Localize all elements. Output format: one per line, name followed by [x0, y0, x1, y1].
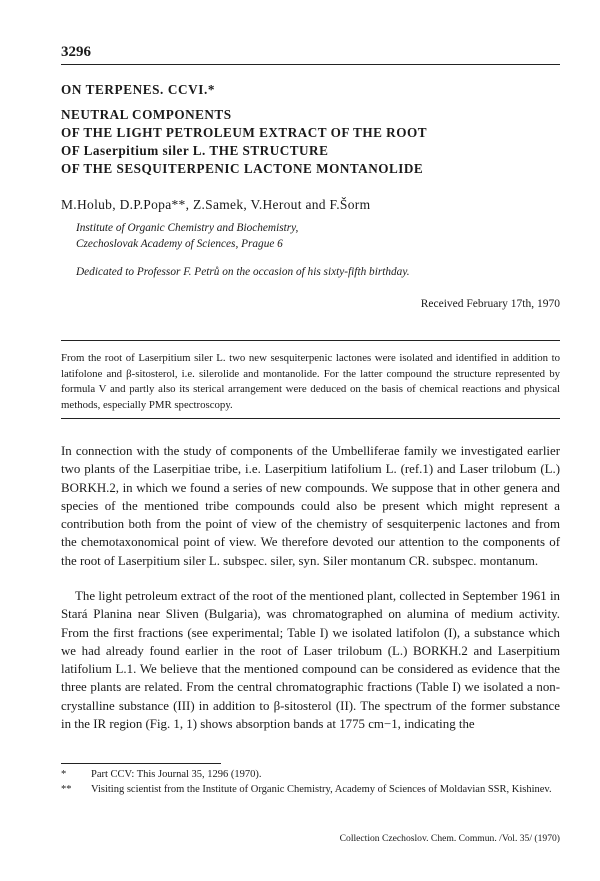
paper-title-line-1: NEUTRAL COMPONENTS: [61, 107, 232, 122]
footnote-text: Visiting scientist from the Institute of Organic Chemistry, Academy of Sciences of Moldavian SSR, Kishinev.: [91, 783, 552, 795]
journal-footer: Collection Czechoslov. Chem. Commun. /Vol. 35/ (1970): [339, 833, 560, 844]
footnote-rule: [61, 763, 221, 764]
body-paragraph-2: [61, 587, 560, 733]
paper-title-line-2: OF THE LIGHT PETROLEUM EXTRACT OF THE ROOT: [61, 125, 428, 140]
series-title: ON TERPENES. CCVI.*: [61, 82, 216, 97]
page-number: 3296: [61, 44, 91, 60]
footnote-mark: **: [61, 783, 72, 795]
received-date: Received February 17th, 1970: [420, 298, 560, 310]
paragraph-text: In connection with the study of components of the Umbelliferae family we investigated earlier two plants of the Laserpitiae tribe, i.e. Laserpitium latifolium L. (ref.1) and Laser trilobum (L.) BORKH.2, in which we found a series of new compounds. We suppose that in other genera and species of the mentioned tribe compounds could also be present which might represent a contribution both from the point of view of the chemistry of sesquiterpenic lactones and from the chemotaxonomical point of view. We therefore devoted our attention to the components of the root of Laserpitium siler L. subspec. siler, syn. Siler montanum CR. subspec. montanum.: [61, 444, 560, 568]
footnote-1: [61, 768, 560, 783]
affiliation-line-1: Institute of Organic Chemistry and Biochemistry,: [76, 222, 299, 234]
abstract-bottom-rule: [61, 418, 560, 419]
abstract: From the root of Laserpitium siler L. two new sesquiterpenic lactones were isolated and identified in addition to latifolone and β-sitosterol, i.e. silerolide and montanolide. For the latter compound the structure represented by formula V and partly also its sterical arrangement were deduced on the basis of chemical reactions and physical methods, especially PMR spectroscopy.: [61, 352, 560, 411]
paragraph-text: The light petroleum extract of the root of the mentioned plant, collected in September 1961 in Stará Planina near Sliven (Bulgaria), was chromatographed on alumina of medium activity. From the first fractions (see experimental; Table I) we isolated latifolon (I), a substance which we had already found earlier in the root of Laser trilobum (L.) BORKH.2 and Laserpitium latifolium L.1. We believe that the mentioned compound can be considered as evidence that the three plants are related. From the central chromatographic fractions (Table I) we isolated a non-crystalline substance (III) in addition to β-sitosterol (II). The spectrum of the former substance in the IR region (Fig. 1, 1) shows absorption bands at 1775 cm−1, indicating the: [61, 589, 560, 732]
header-rule: [61, 64, 560, 65]
footnote-2: [61, 783, 560, 798]
footnotes: [61, 768, 560, 797]
paper-title-line-4: OF THE SESQUITERPENIC LACTONE MONTANOLIDE: [61, 161, 424, 176]
body-paragraph-1: [61, 442, 560, 570]
authors: M.Holub, D.P.Popa**, Z.Samek, V.Herout and F.Šorm: [61, 197, 371, 212]
dedication: Dedicated to Professor F. Petrů on the occasion of his sixty-fifth birthday.: [76, 266, 410, 278]
affiliation-line-2: Czechoslovak Academy of Sciences, Prague 6: [76, 238, 283, 250]
footnote-mark: *: [61, 769, 67, 780]
footnote-text: Part CCV: This Journal 35, 1296 (1970).: [91, 769, 262, 780]
abstract-top-rule: [61, 340, 560, 341]
paper-title-line-3: OF Laserpitium siler L. THE STRUCTURE: [61, 143, 329, 158]
